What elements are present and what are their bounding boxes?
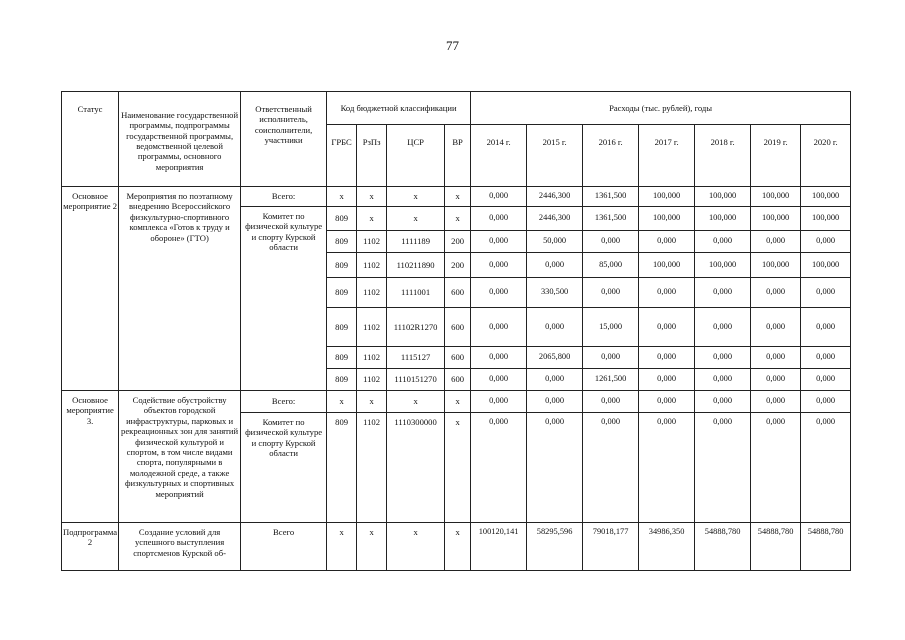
value-cell: 100,000: [639, 253, 695, 278]
table-row: [62, 523, 851, 571]
value-cell: 0,000: [751, 347, 801, 369]
name-cell: Создание условий для успешного выступления спортсменов Курской об-: [119, 523, 241, 571]
header-name: Наименование государственной программы, подпрограммы государственной программы, ведомственной целевой программы, основного мероприятия: [119, 92, 241, 187]
code-cell: х: [327, 523, 357, 571]
value-cell: 0,000: [751, 391, 801, 413]
page-number: 77: [446, 38, 459, 53]
value-cell: 100,000: [751, 207, 801, 231]
table-row: [62, 391, 851, 413]
value-cell: 0,000: [751, 413, 801, 523]
value-cell: 0,000: [695, 278, 751, 308]
header-year: 2020 г.: [801, 125, 851, 187]
value-cell: 100,000: [639, 207, 695, 231]
value-cell: 0,000: [527, 308, 583, 347]
header-code: ЦСР: [387, 125, 445, 187]
budget-table: [61, 91, 851, 571]
code-cell: 1102: [357, 369, 387, 391]
value-cell: 0,000: [471, 253, 527, 278]
code-cell: х: [387, 187, 445, 207]
value-cell: 0,000: [639, 308, 695, 347]
value-cell: 2446,300: [527, 207, 583, 231]
value-cell: 100,000: [801, 253, 851, 278]
total-label: Всего:: [241, 187, 327, 207]
code-cell: х: [327, 187, 357, 207]
value-cell: 0,000: [801, 369, 851, 391]
code-cell: 1102: [357, 278, 387, 308]
value-cell: 0,000: [471, 231, 527, 253]
value-cell: 0,000: [751, 278, 801, 308]
value-cell: 100,000: [695, 187, 751, 207]
value-cell: 330,500: [527, 278, 583, 308]
value-cell: 0,000: [471, 187, 527, 207]
value-cell: 0,000: [695, 413, 751, 523]
value-cell: 0,000: [583, 231, 639, 253]
header-code: ВР: [445, 125, 471, 187]
value-cell: 0,000: [695, 369, 751, 391]
code-cell: 1111001: [387, 278, 445, 308]
code-cell: 600: [445, 369, 471, 391]
code-cell: х: [357, 187, 387, 207]
code-cell: 600: [445, 347, 471, 369]
value-cell: 100,000: [751, 187, 801, 207]
value-cell: 0,000: [751, 369, 801, 391]
header-status: Статус: [62, 92, 119, 187]
code-cell: 809: [327, 253, 357, 278]
code-cell: 1111189: [387, 231, 445, 253]
code-cell: х: [445, 391, 471, 413]
header-budget-code: Код бюджетной классификации: [327, 92, 471, 125]
code-cell: 1102: [357, 308, 387, 347]
value-cell: 0,000: [639, 369, 695, 391]
code-cell: х: [357, 523, 387, 571]
code-cell: 11102R1270: [387, 308, 445, 347]
header-code: РзПз: [357, 125, 387, 187]
value-cell: 100120,141: [471, 523, 527, 571]
executor-cell: Комитет по физической культуре и спорту Курской области: [241, 413, 327, 523]
value-cell: 54888,780: [751, 523, 801, 571]
value-cell: 58295,596: [527, 523, 583, 571]
value-cell: 100,000: [801, 187, 851, 207]
code-cell: 600: [445, 278, 471, 308]
code-cell: 110211890: [387, 253, 445, 278]
code-cell: 809: [327, 231, 357, 253]
code-cell: х: [387, 391, 445, 413]
value-cell: 0,000: [751, 231, 801, 253]
code-cell: х: [327, 391, 357, 413]
value-cell: 100,000: [751, 253, 801, 278]
value-cell: 0,000: [801, 278, 851, 308]
code-cell: х: [387, 523, 445, 571]
value-cell: 0,000: [471, 308, 527, 347]
value-cell: 0,000: [801, 308, 851, 347]
header-year: 2014 г.: [471, 125, 527, 187]
value-cell: 0,000: [801, 231, 851, 253]
value-cell: 0,000: [471, 413, 527, 523]
value-cell: 0,000: [639, 278, 695, 308]
value-cell: 0,000: [471, 278, 527, 308]
code-cell: 809: [327, 278, 357, 308]
executor-cell: Комитет по физической культуре и спорту Курской области: [241, 207, 327, 391]
value-cell: 1361,500: [583, 207, 639, 231]
status-cell: Основное мероприятие 2: [62, 187, 119, 391]
header-year: 2017 г.: [639, 125, 695, 187]
value-cell: 0,000: [639, 231, 695, 253]
code-cell: 809: [327, 369, 357, 391]
value-cell: 54888,780: [695, 523, 751, 571]
header-year: 2019 г.: [751, 125, 801, 187]
value-cell: 100,000: [801, 207, 851, 231]
header-year: 2018 г.: [695, 125, 751, 187]
value-cell: 54888,780: [801, 523, 851, 571]
value-cell: 100,000: [695, 207, 751, 231]
code-cell: 1115127: [387, 347, 445, 369]
code-cell: х: [387, 207, 445, 231]
value-cell: 0,000: [751, 308, 801, 347]
value-cell: 0,000: [527, 369, 583, 391]
header-code: ГРБС: [327, 125, 357, 187]
value-cell: 0,000: [639, 347, 695, 369]
total-label: Всего: [241, 523, 327, 571]
value-cell: 85,000: [583, 253, 639, 278]
value-cell: 15,000: [583, 308, 639, 347]
code-cell: х: [445, 187, 471, 207]
value-cell: 0,000: [695, 347, 751, 369]
code-cell: х: [445, 207, 471, 231]
code-cell: 1102: [357, 253, 387, 278]
value-cell: 0,000: [471, 347, 527, 369]
code-cell: 809: [327, 207, 357, 231]
value-cell: 1361,500: [583, 187, 639, 207]
value-cell: 0,000: [527, 413, 583, 523]
header-row-1: [62, 92, 851, 125]
total-label: Всего:: [241, 391, 327, 413]
value-cell: 0,000: [639, 391, 695, 413]
name-cell: Мероприятия по поэтапному внедрению Всероссийского физкультурно-спортивного комплекса «Готов к труду и обороне» (ГТО): [119, 187, 241, 391]
value-cell: 100,000: [639, 187, 695, 207]
code-cell: 1110300000: [387, 413, 445, 523]
status-cell: Подпрограмма 2: [62, 523, 119, 571]
code-cell: 809: [327, 308, 357, 347]
value-cell: 2446,300: [527, 187, 583, 207]
value-cell: 0,000: [471, 391, 527, 413]
value-cell: 34986,350: [639, 523, 695, 571]
value-cell: 79018,177: [583, 523, 639, 571]
code-cell: 1110151270: [387, 369, 445, 391]
value-cell: 0,000: [471, 369, 527, 391]
value-cell: 0,000: [583, 391, 639, 413]
value-cell: 0,000: [583, 413, 639, 523]
value-cell: 0,000: [527, 391, 583, 413]
value-cell: 0,000: [695, 308, 751, 347]
header-year: 2015 г.: [527, 125, 583, 187]
code-cell: 1102: [357, 231, 387, 253]
code-cell: 1102: [357, 347, 387, 369]
code-cell: 1102: [357, 413, 387, 523]
code-cell: х: [445, 523, 471, 571]
code-cell: 809: [327, 347, 357, 369]
code-cell: х: [357, 207, 387, 231]
status-cell: Основное мероприятие 3.: [62, 391, 119, 523]
value-cell: 1261,500: [583, 369, 639, 391]
header-executor: Ответственный исполнитель, соисполнители, участники: [241, 92, 327, 187]
value-cell: 0,000: [801, 347, 851, 369]
header-year: 2016 г.: [583, 125, 639, 187]
value-cell: 0,000: [801, 413, 851, 523]
code-cell: 600: [445, 308, 471, 347]
name-cell: Содействие обустройству объектов городской инфраструктуры, парковых и рекреационных зон для занятий физической культурой и спортом, в том числе видами спорта, популярными в молодежной среде, а также физкультурных и спортивных мероприятий: [119, 391, 241, 523]
value-cell: 0,000: [527, 253, 583, 278]
value-cell: 50,000: [527, 231, 583, 253]
value-cell: 0,000: [695, 391, 751, 413]
code-cell: 200: [445, 253, 471, 278]
value-cell: 0,000: [801, 391, 851, 413]
code-cell: 809: [327, 413, 357, 523]
value-cell: 0,000: [639, 413, 695, 523]
code-cell: х: [445, 413, 471, 523]
value-cell: 0,000: [471, 207, 527, 231]
header-expenses: Расходы (тыс. рублей), годы: [471, 92, 851, 125]
value-cell: 100,000: [695, 253, 751, 278]
value-cell: 2065,800: [527, 347, 583, 369]
value-cell: 0,000: [583, 347, 639, 369]
value-cell: 0,000: [695, 231, 751, 253]
code-cell: х: [357, 391, 387, 413]
value-cell: 0,000: [583, 278, 639, 308]
table-row: [62, 187, 851, 207]
code-cell: 200: [445, 231, 471, 253]
